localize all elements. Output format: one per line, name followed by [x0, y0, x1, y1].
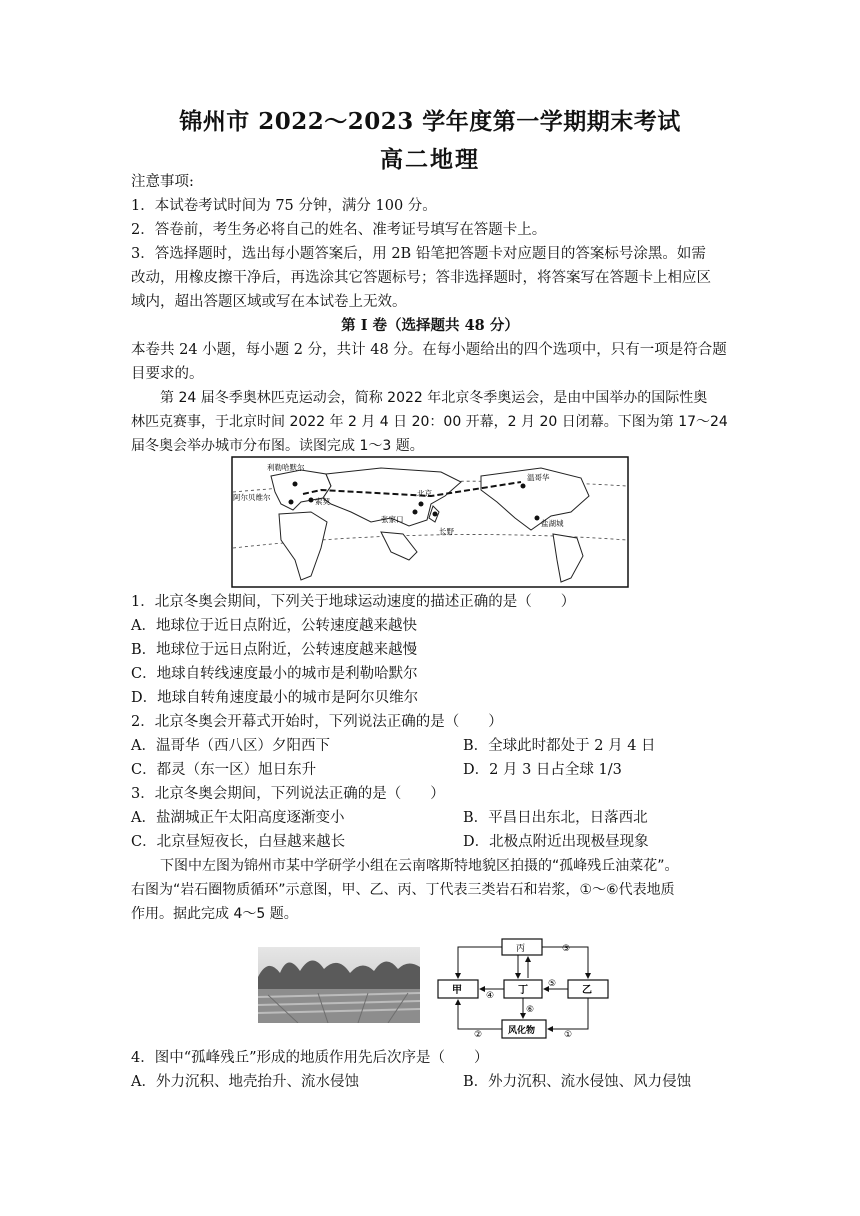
map-label-albertville: 阿尔贝维尔: [233, 493, 271, 502]
section-title: 第 I 卷（选择题共 48 分）: [341, 317, 519, 334]
label-5: ⑤: [548, 979, 557, 989]
question-stem: 4．图中“孤峰残丘”形成的地质作用先后次序是（ ）: [131, 1050, 489, 1066]
map-label-nagano: 长野: [439, 527, 454, 536]
exam-subject: 高二地理: [380, 146, 480, 173]
question-stem: 2．北京冬奥会开幕式开始时，下列说法正确的是（ ）: [131, 714, 503, 730]
section-intro: 目要求的。: [131, 366, 204, 382]
option-d: D．2 月 3 日占全球 1/3: [463, 762, 622, 778]
option-a: A．地球位于近日点附近，公转速度越来越快: [131, 618, 417, 634]
option-a: A．温哥华（西八区）夕阳西下: [131, 738, 330, 754]
option-d: D．北极点附近出现极昼现象: [463, 834, 649, 850]
option-a: A．外力沉积、地壳抬升、流水侵蚀: [131, 1074, 359, 1090]
exam-title: 锦州市 2022～2023 学年度第一学期期末考试: [179, 108, 681, 135]
option-c: C．北京昼短夜长，白昼越来越长: [131, 834, 346, 850]
section-intro: 本卷共 24 小题，每小题 2 分，共计 48 分。在每小题给出的四个选项中，只有一项是符合题: [131, 342, 727, 358]
map-label-zhangjiakou: 张家口: [381, 515, 404, 524]
option-b: B．外力沉积、流水侵蚀、风力侵蚀: [463, 1074, 692, 1090]
passage-line: 林匹克赛事，于北京时间 2022 年 2 月 4 日 20：00 开幕，2 月 20 日闭幕。下图为第 17～24: [131, 414, 728, 430]
notice-heading: 注意事项:: [131, 174, 194, 190]
label-1: ①: [564, 1030, 573, 1040]
label-3: ③: [562, 944, 571, 954]
passage-line: 下图中左图为锦州市某中学研学小组在云南喀斯特地貌区拍摄的“孤峰残丘油菜花”。: [160, 858, 679, 874]
box-weathered: 风化物: [508, 1026, 536, 1036]
notice-item: 域内，超出答题区域或写在本试卷上无效。: [131, 294, 407, 310]
karst-landscape-photo: [258, 947, 420, 1023]
notice-item: 改动，用橡皮擦干净后，再选涂其它答题标号；答非选择题时，将答案写在答题卡上相应区: [131, 270, 711, 286]
passage-line: 届冬奥会举办城市分布图。读图完成 1～3 题。: [131, 438, 424, 454]
notice-item: 1．本试卷考试时间为 75 分钟，满分 100 分。: [131, 198, 437, 214]
option-c: C．都灵（东一区）旭日东升: [131, 762, 317, 778]
label-6: ⑥: [526, 1005, 535, 1015]
box-bing: 丙: [516, 944, 526, 954]
option-c: C．地球自转线速度最小的城市是利勒哈默尔: [131, 666, 418, 682]
option-b: B．全球此时都处于 2 月 4 日: [463, 738, 656, 754]
passage-line: 右图为“岩石圈物质循环”示意图，甲、乙、丙、丁代表三类岩石和岩浆，①～⑥代表地质: [131, 882, 675, 898]
map-label-beijing: 北京: [417, 489, 432, 498]
label-4: ④: [486, 991, 495, 1001]
olympic-host-city-map: [231, 456, 629, 588]
box-ding: 丁: [518, 985, 528, 996]
option-b: B．地球位于远日点附近，公转速度越来越慢: [131, 642, 418, 658]
map-label-vancouver: 温哥华: [527, 473, 550, 482]
map-label-lillehammer: 利勒哈默尔: [267, 463, 305, 472]
option-d: D．地球自转角速度最小的城市是阿尔贝维尔: [131, 690, 419, 706]
label-2: ②: [474, 1030, 483, 1040]
option-b: B．平昌日出东北，日落西北: [463, 810, 648, 826]
map-label-saltlake: 盐湖城: [541, 519, 564, 528]
option-a: A．盐湖城正午太阳高度逐渐变小: [131, 810, 345, 826]
question-stem: 3．北京冬奥会期间，下列说法正确的是（ ）: [131, 786, 445, 802]
notice-item: 2．答卷前，考生务必将自己的姓名、准考证号填写在答题卡上。: [131, 222, 547, 238]
passage-line: 作用。据此完成 4～5 题。: [131, 906, 298, 922]
box-jia: 甲: [452, 985, 462, 996]
map-label-sochi: 索契: [315, 497, 330, 506]
passage-line: 第 24 届冬季奥林匹克运动会，简称 2022 年北京冬季奥运会，是由中国举办的国际性奥: [160, 390, 708, 406]
rock-cycle-diagram: [436, 938, 610, 1040]
box-yi: 乙: [582, 985, 592, 996]
question-stem: 1．北京冬奥会期间，下列关于地球运动速度的描述正确的是（ ）: [131, 594, 576, 610]
notice-item: 3．答选择题时，选出每小题答案后，用 2B 铅笔把答题卡对应题目的答案标号涂黑。如需: [131, 246, 706, 262]
